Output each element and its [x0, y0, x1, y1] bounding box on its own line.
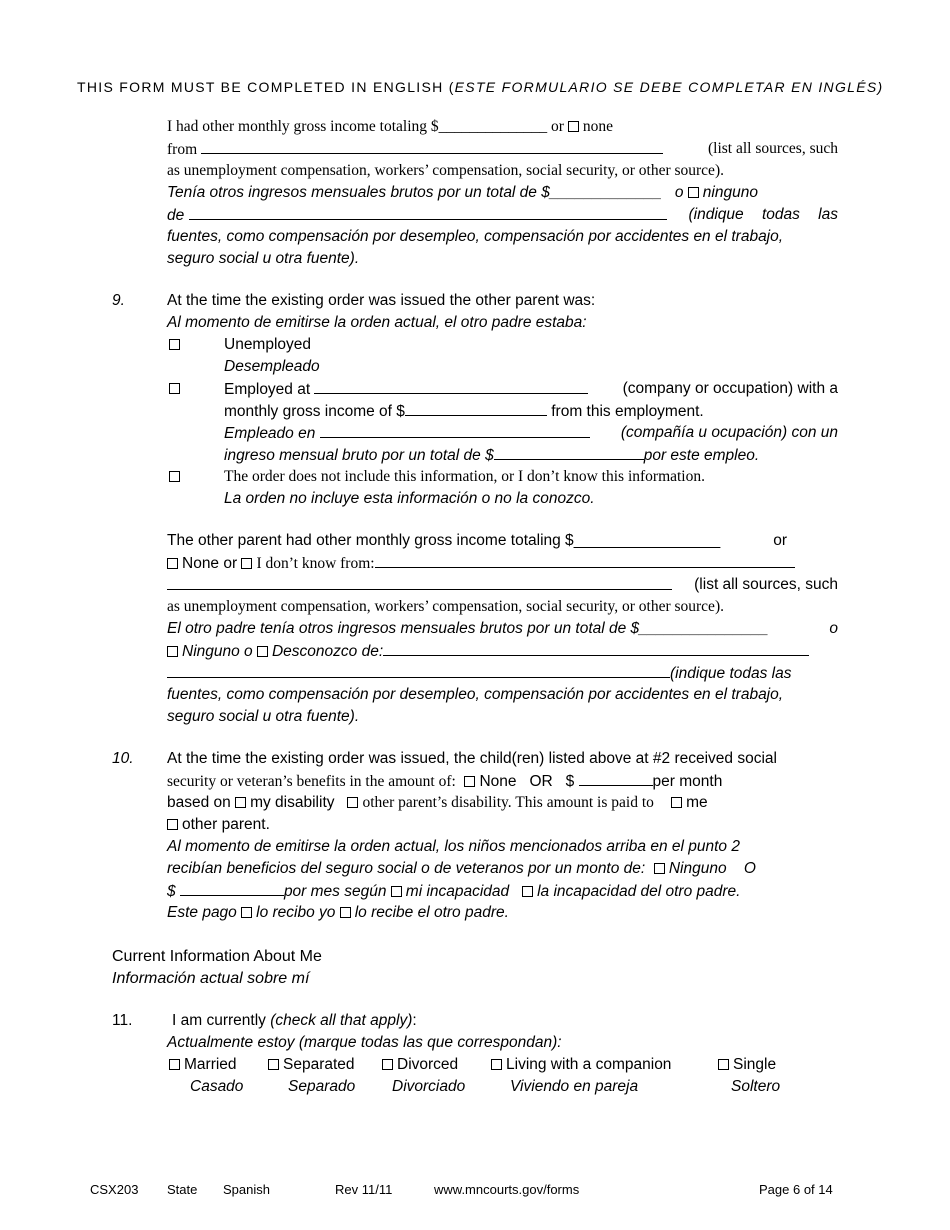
s10-ninguno-checkbox[interactable] — [654, 863, 665, 874]
s8-income-blank[interactable]: ______________ — [438, 118, 548, 135]
footer-page-number: Page 6 of 14 — [759, 1182, 833, 1197]
s10-line1: At the time the existing order was issued, the child(ren) listed above at #2 received social — [167, 750, 777, 767]
s10-line2: security or veteran’s benefits in the amount of: None OR $ per month — [167, 773, 723, 790]
current-info-title-es: Información actual sobre mí — [112, 970, 310, 987]
s11-option-single-es: Soltero — [731, 1078, 781, 1095]
s9-dontknow-field[interactable] — [375, 553, 795, 568]
s10-other-disability-checkbox[interactable] — [347, 797, 358, 808]
s9-employed-checkbox[interactable] — [169, 379, 184, 399]
single-checkbox[interactable] — [718, 1059, 729, 1070]
s10-amount-field[interactable] — [579, 771, 653, 786]
s11-question: I am currently (check all that apply): — [172, 1012, 417, 1029]
s10-line3: based on my disability other parent’s disability. This amount is paid to me — [167, 794, 708, 811]
s11-option-single[interactable]: Single — [718, 1055, 776, 1075]
s10-la-incapacidad-checkbox[interactable] — [522, 886, 533, 897]
s9-desconozco-field[interactable] — [383, 641, 809, 656]
footer-form-code: CSX203 — [90, 1182, 139, 1197]
s8-none-checkbox[interactable] — [568, 121, 579, 132]
s10-mi-incapacidad-checkbox[interactable] — [391, 886, 402, 897]
s8-sources-field[interactable] — [201, 139, 663, 154]
s11-option-divorced[interactable]: Divorced — [382, 1055, 458, 1075]
s9-employed-line: Employed at (company or occupation) with a — [224, 380, 838, 398]
s9-monthly-line: monthly gross income of $ from this employment. — [224, 403, 704, 420]
s9-el-otro-line: El otro padre tenía otros ingresos mensuales brutos por un total de $_______________ o — [167, 620, 838, 637]
footer-state: State — [167, 1182, 198, 1197]
s9-desconozco-checkbox[interactable] — [257, 646, 268, 657]
s10-my-disability-checkbox[interactable] — [235, 797, 246, 808]
s8-es-income-blank[interactable]: _____________ — [549, 184, 662, 201]
married-checkbox[interactable] — [169, 1059, 180, 1070]
s10-none-checkbox[interactable] — [464, 776, 475, 787]
current-info-title: Current Information About Me — [112, 948, 322, 965]
s10-other-parent-checkbox[interactable] — [167, 819, 178, 830]
s9-not-included-label: The order does not include this information, or I don’t know this information. — [224, 468, 705, 485]
s8-es-fuentes: fuentes, como compensación por desempleo, compensación por accidentes en el trabajo, — [167, 228, 784, 245]
s9-question-es: Al momento de emitirse la orden actual, el otro padre estaba: — [167, 314, 587, 331]
s9-es-income-blank[interactable]: _______________ — [639, 620, 769, 637]
s9-es-seguro: seguro social u otra fuente). — [167, 708, 360, 725]
s8-ninguno-checkbox[interactable] — [688, 187, 699, 198]
s8-es-income-line: Tenía otros ingresos mensuales brutos por un total de $_____________ o ninguno — [167, 184, 758, 201]
footer-language: Spanish — [223, 1182, 270, 1197]
s9-other-income-blank[interactable]: _________________ — [573, 532, 721, 549]
s9-es-sources-field[interactable] — [167, 663, 670, 678]
s11-option-married[interactable]: Married — [169, 1055, 237, 1075]
s9-question: At the time the existing order was issued the other parent was: — [167, 292, 596, 309]
s9-none-dontknow-line: None or I don’t know from: — [167, 553, 795, 574]
s8-es-sources-field[interactable] — [189, 205, 667, 220]
s9-ninguno-checkbox[interactable] — [167, 646, 178, 657]
s9-sources-field[interactable] — [167, 575, 672, 590]
s10-lo-recibo-checkbox[interactable] — [241, 907, 252, 918]
s10-es-line1: Al momento de emitirse la orden actual, los niños mencionados arriba en el punto 2 — [167, 838, 740, 855]
s9-not-included-es: La orden no incluye esta información o no la conozco. — [224, 490, 595, 507]
s10-number: 10. — [112, 750, 134, 767]
divorced-checkbox[interactable] — [382, 1059, 393, 1070]
form-header — [77, 77, 883, 97]
s9-dontknow-checkbox[interactable] — [241, 558, 252, 569]
s11-option-married-es: Casado — [190, 1078, 244, 1095]
s11-number: 11. — [112, 1012, 133, 1029]
s11-question-es: Actualmente estoy (marque todas las que correspondan): — [167, 1034, 562, 1051]
footer-revision: Rev 11/11 — [335, 1182, 393, 1197]
s9-sources-line: (list all sources, such — [167, 575, 838, 595]
s9-ninguno-line: Ninguno o Desconozco de: — [167, 641, 809, 662]
s9-monthly-income-field[interactable] — [405, 401, 547, 416]
s9-number: 9. — [112, 292, 125, 309]
s9-empleado-line: Empleado en (compañía u ocupación) con un — [224, 424, 838, 442]
s9-unemployed-label: Unemployed — [224, 336, 312, 353]
s9-es-income-field[interactable] — [494, 445, 644, 460]
s9-unemployed-checkbox[interactable] — [169, 335, 184, 355]
s10-es-amount-field[interactable] — [180, 881, 284, 896]
s9-none-checkbox[interactable] — [167, 558, 178, 569]
footer-url[interactable]: www.mncourts.gov/forms — [434, 1182, 580, 1197]
s10-line4: other parent. — [167, 815, 270, 835]
s11-option-separated-es: Separado — [288, 1078, 356, 1095]
s8-from-line: from (list all sources, such — [167, 140, 838, 158]
companion-checkbox[interactable] — [491, 1059, 502, 1070]
s9-es-employer-field[interactable] — [320, 423, 590, 438]
separated-checkbox[interactable] — [268, 1059, 279, 1070]
s9-other-income-line: The other parent had other monthly gross income totaling $_________________ or — [167, 532, 787, 549]
s8-es-de-line: de (indique todas las — [167, 206, 838, 224]
s8-income-line: I had other monthly gross income totaling $______________ or none — [167, 118, 613, 135]
s11-option-separated[interactable]: Separated — [268, 1055, 355, 1075]
s10-es-line3: $ por mes según mi incapacidad la incapacidad del otro padre. — [167, 883, 741, 900]
s9-as-unemployment: as unemployment compensation, workers’ compensation, social security, or other source). — [167, 598, 724, 615]
s10-me-checkbox[interactable] — [671, 797, 682, 808]
s10-es-line4: Este pago lo recibo yo lo recibe el otro padre. — [167, 904, 509, 921]
header-english: THIS FORM MUST BE COMPLETED IN ENGLISH ( — [77, 79, 455, 95]
s11-option-divorced-es: Divorciado — [392, 1078, 466, 1095]
s9-desempleado-label: Desempleado — [224, 358, 320, 375]
s9-not-included-checkbox[interactable] — [169, 467, 184, 487]
s11-option-companion[interactable]: Living with a companion — [491, 1055, 671, 1075]
s8-as-unemployment: as unemployment compensation, workers’ compensation, social security, or other source). — [167, 162, 724, 179]
s9-employer-field[interactable] — [314, 379, 588, 394]
s10-lo-recibe-checkbox[interactable] — [340, 907, 351, 918]
s11-option-companion-es: Viviendo en pareja — [510, 1078, 639, 1095]
s8-es-seguro: seguro social u otra fuente). — [167, 250, 360, 267]
header-spanish: ESTE FORMULARIO SE DEBE COMPLETAR EN INGLÉS) — [454, 79, 884, 95]
s9-ingreso-line: ingreso mensual bruto por un total de $ por este empleo. — [224, 447, 760, 464]
s9-es-fuentes: fuentes, como compensación por desempleo, compensación por accidentes en el trabajo, — [167, 686, 784, 703]
s10-es-line2: recibían beneficios del seguro social o de veteranos por un monto de: Ninguno O — [167, 860, 756, 877]
s9-indique-line: (indique todas las — [167, 663, 792, 684]
